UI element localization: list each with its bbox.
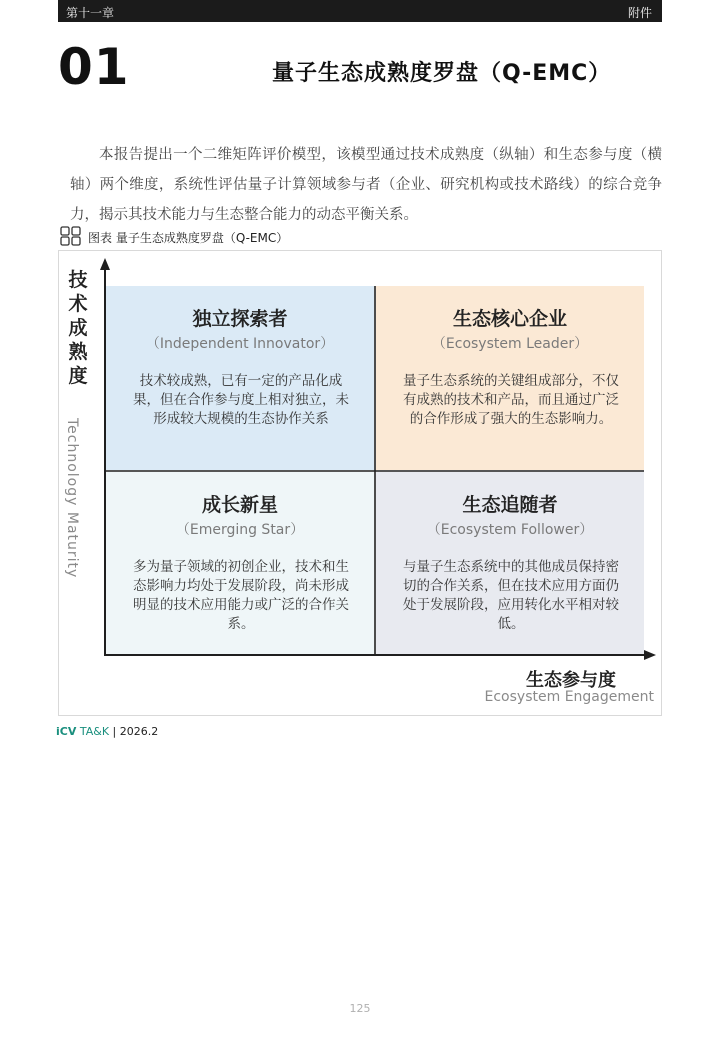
x-axis-arrow — [644, 650, 656, 660]
quadrant-description: 技术较成熟，已有一定的产品化成果，但在合作参与度上相对独立，未形成较大规模的生态协作关系 — [133, 373, 349, 427]
brand-tak: TA&K — [79, 725, 110, 738]
quadrant-title: 生态追随者 — [462, 494, 558, 516]
quadrant-subtitle: （Independent Innovator） — [145, 336, 335, 352]
intro-paragraph: 本报告提出一个二维矩阵评价模型，该模型通过技术成熟度（纵轴）和生态参与度（横轴）两个维度，系统性评估量子计算领域参与者（企业、研究机构或技术路线）的综合竞争力，揭示其技术能力与生态整合能力的动态平衡关系。 — [70, 147, 662, 223]
report-date: 2026.2 — [119, 725, 159, 738]
section-title: 量子生态成熟度罗盘（Q-EMC） — [272, 61, 612, 86]
y-axis-label-en: Technology Maturity — [64, 418, 80, 579]
chapter-label: 第十一章 — [66, 6, 115, 20]
quadrant-title: 独立探索者 — [192, 308, 288, 330]
quadrant-subtitle: （Ecosystem Leader） — [431, 336, 589, 352]
footer-brand: iCV TA&K | 2026.2 — [56, 725, 159, 738]
page-number: 125 — [349, 1002, 371, 1015]
y-axis-arrow — [100, 258, 110, 270]
quadrant-subtitle: （Ecosystem Follower） — [426, 522, 594, 538]
y-axis-label-zh: 技术成熟度 — [68, 269, 88, 387]
brand-icv: iCV — [56, 725, 77, 738]
quadrant-description: 量子生态系统的关键组成部分，不仅有成熟的技术和产品，而且通过广泛的合作形成了强大的生态影响力。 — [403, 373, 619, 427]
quadrant-title: 生态核心企业 — [452, 308, 567, 330]
quadrant-subtitle: （Emerging Star） — [175, 522, 305, 538]
figure-caption-text: 图表 量子生态成熟度罗盘（Q-EMC） — [88, 231, 289, 245]
quadrant-title: 成长新星 — [201, 494, 278, 516]
x-axis-label-zh: 生态参与度 — [526, 670, 616, 691]
quadrant-description: 与量子生态系统中的其他成员保持密切的合作关系，但在技术应用方面仍处于发展阶段，应用转化水平相对较低。 — [403, 559, 619, 632]
section-number: 01 — [58, 38, 130, 96]
appendix-label: 附件 — [627, 6, 652, 20]
quadrant-description: 多为量子领域的初创企业，技术和生态影响力均处于发展阶段，尚未形成明显的技术应用能力或广泛的合作关系。 — [133, 559, 349, 632]
x-axis-label-en: Ecosystem Engagement — [484, 689, 654, 705]
